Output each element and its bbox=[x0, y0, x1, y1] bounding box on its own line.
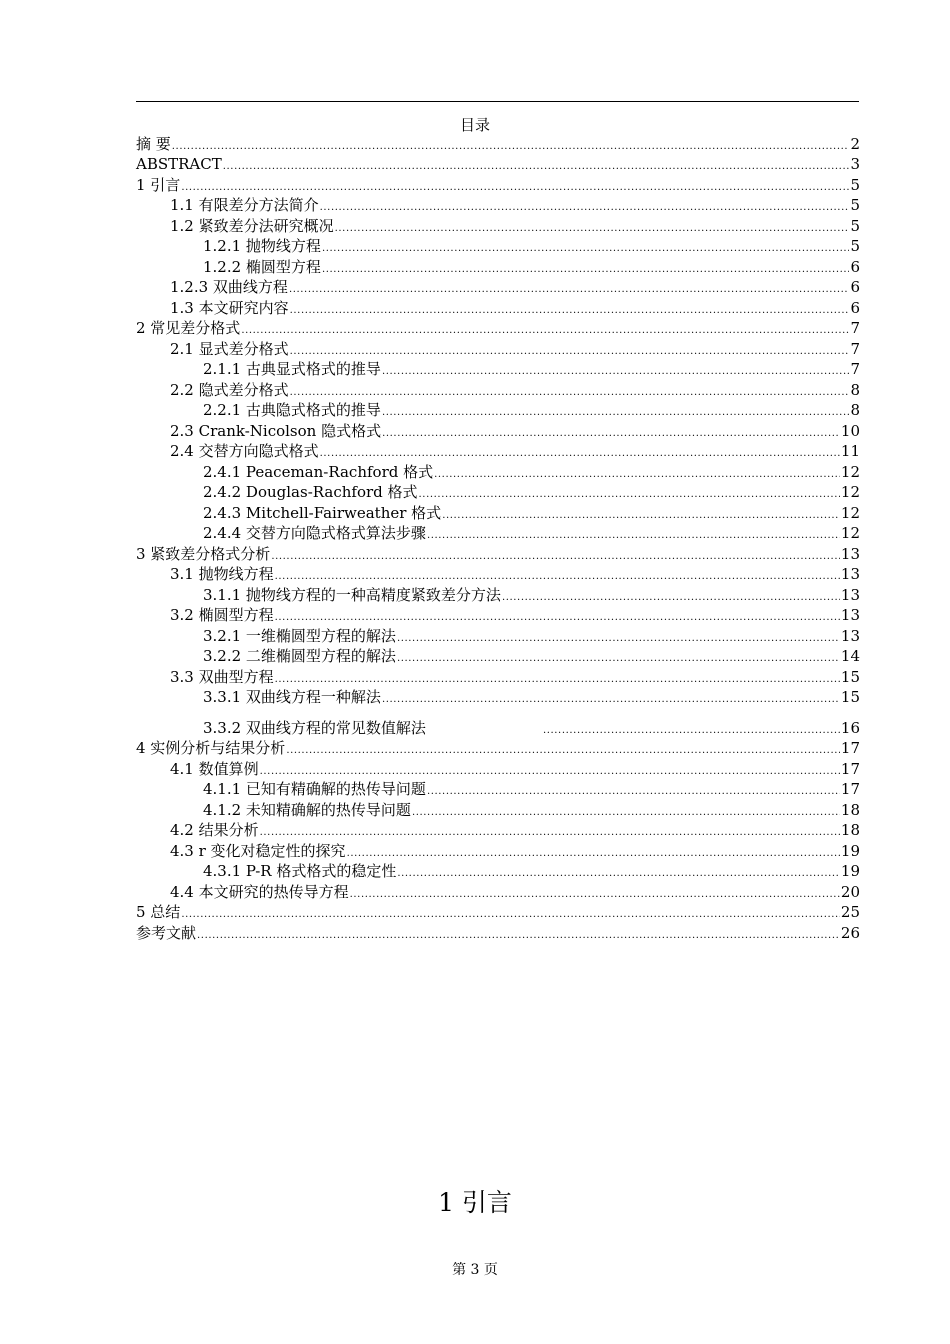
toc-entry[interactable] bbox=[136, 625, 860, 646]
toc-dot-leader bbox=[442, 503, 840, 523]
toc-dot-leader bbox=[382, 687, 840, 707]
toc-entry[interactable] bbox=[136, 359, 860, 380]
toc-entry[interactable] bbox=[136, 318, 860, 339]
toc-dot-leader bbox=[412, 800, 840, 820]
toc-entry[interactable] bbox=[136, 861, 860, 882]
toc-entry[interactable] bbox=[136, 174, 860, 195]
toc-entry-page: 18 bbox=[840, 800, 860, 819]
toc-dot-leader bbox=[322, 236, 850, 256]
toc-entry-page: 10 bbox=[840, 421, 860, 440]
toc-entry-page: 5 bbox=[850, 196, 860, 214]
toc-entry-page: 18 bbox=[840, 821, 860, 839]
toc-entry-label: 3.2.1 一维椭圆型方程的解法 bbox=[203, 626, 396, 645]
toc-entry[interactable] bbox=[136, 922, 860, 943]
toc-dot-leader bbox=[397, 626, 840, 646]
toc-dot-leader bbox=[275, 564, 840, 584]
toc-entry-label: 5 总结 bbox=[136, 903, 181, 921]
toc-entry[interactable] bbox=[136, 133, 860, 154]
toc-entry-label: 3.1.1 抛物线方程的一种高精度紧致差分方法 bbox=[203, 585, 501, 604]
toc-entry-page: 7 bbox=[850, 339, 860, 358]
toc-entry-page: 17 bbox=[840, 780, 860, 798]
toc-entry-page: 13 bbox=[840, 565, 860, 583]
toc-entry[interactable] bbox=[136, 881, 860, 902]
toc-entry-page: 13 bbox=[840, 626, 860, 645]
toc-entry-page: 13 bbox=[840, 544, 860, 563]
toc-entry-label: 摘 要 bbox=[136, 134, 171, 153]
toc-entry-page: 7 bbox=[850, 319, 860, 337]
toc-entry-label: 4.1.1 已知有精确解的热传导问题 bbox=[203, 780, 426, 798]
toc-entry-label: 3.1 抛物线方程 bbox=[170, 565, 274, 583]
toc-entry[interactable] bbox=[136, 256, 860, 277]
toc-entry[interactable] bbox=[136, 584, 860, 605]
toc-entry[interactable] bbox=[136, 646, 860, 667]
toc-dot-leader bbox=[397, 646, 840, 666]
toc-entry[interactable] bbox=[136, 420, 860, 441]
toc-entry-page: 12 bbox=[840, 462, 860, 481]
toc-entry-label: 2.4.3 Mitchell-Fairweather 格式 bbox=[203, 503, 442, 522]
table-of-contents bbox=[136, 133, 860, 943]
toc-entry-label: 2.2.1 古典隐式格式的推导 bbox=[203, 401, 381, 419]
toc-entry-label: 1.3 本文研究内容 bbox=[170, 298, 289, 317]
toc-entry-label: 1.2 紧致差分法研究概况 bbox=[170, 216, 334, 235]
toc-dot-leader bbox=[172, 134, 850, 154]
toc-entry-page: 2 bbox=[850, 134, 860, 153]
chapter-heading: 1 引言 bbox=[438, 1188, 512, 1217]
toc-entry-label: 2.4.2 Douglas-Rachford 格式 bbox=[203, 483, 418, 501]
toc-entry-page: 8 bbox=[850, 380, 860, 399]
toc-entry-label: ABSTRACT bbox=[136, 155, 222, 173]
toc-entry-page: 5 bbox=[850, 175, 860, 194]
toc-dot-leader bbox=[382, 359, 850, 379]
toc-dot-leader bbox=[290, 298, 850, 318]
toc-entry-label: 2.1 显式差分格式 bbox=[170, 339, 289, 358]
toc-entry-page: 17 bbox=[840, 759, 860, 778]
toc-entry[interactable] bbox=[136, 779, 860, 800]
toc-entry-label: 1.2.3 双曲线方程 bbox=[170, 278, 288, 296]
toc-entry-label: 1.2.2 椭圆型方程 bbox=[203, 257, 321, 276]
toc-entry[interactable] bbox=[136, 687, 860, 708]
toc-entry-page: 5 bbox=[850, 237, 860, 255]
toc-entry-page: 19 bbox=[840, 862, 860, 880]
toc-entry[interactable] bbox=[136, 840, 860, 861]
toc-dot-leader bbox=[427, 779, 840, 799]
toc-entry-page: 11 bbox=[840, 442, 860, 460]
toc-entry[interactable] bbox=[136, 666, 860, 687]
toc-entry-page: 3 bbox=[850, 155, 860, 173]
toc-entry-page: 15 bbox=[840, 688, 860, 706]
toc-entry-page: 17 bbox=[840, 739, 860, 757]
toc-entry[interactable] bbox=[136, 758, 860, 779]
toc-entry-label: 2.3 Crank-Nicolson 隐式格式 bbox=[170, 421, 382, 440]
toc-entry-label: 4 实例分析与结果分析 bbox=[136, 739, 286, 757]
toc-entry[interactable] bbox=[136, 605, 860, 626]
toc-entry[interactable] bbox=[136, 738, 860, 759]
toc-entry[interactable] bbox=[136, 195, 860, 216]
toc-dot-leader bbox=[289, 277, 850, 297]
toc-dot-leader bbox=[502, 585, 840, 605]
toc-entry-page: 20 bbox=[840, 882, 860, 901]
toc-entry-label: 4.3.1 P-R 格式格式的稳定性 bbox=[203, 862, 397, 880]
toc-dot-leader bbox=[543, 718, 840, 738]
toc-dot-leader bbox=[271, 544, 840, 564]
toc-entry-page: 13 bbox=[840, 606, 860, 624]
toc-dot-leader bbox=[241, 318, 849, 338]
toc-dot-leader bbox=[382, 421, 840, 441]
toc-dot-leader bbox=[320, 195, 850, 215]
toc-entry-label: 4.3 r 变化对稳定性的探究 bbox=[170, 841, 346, 860]
toc-entry-page: 6 bbox=[850, 257, 860, 276]
toc-entry-page: 12 bbox=[840, 483, 860, 501]
toc-entry-page: 25 bbox=[840, 903, 860, 921]
toc-entry-page: 7 bbox=[850, 360, 860, 378]
toc-entry[interactable] bbox=[136, 236, 860, 257]
toc-entry-label: 4.1 数值算例 bbox=[170, 759, 259, 778]
toc-entry[interactable] bbox=[136, 441, 860, 462]
toc-entry-label: 2.2 隐式差分格式 bbox=[170, 380, 289, 399]
toc-entry[interactable] bbox=[136, 820, 860, 841]
toc-entry-label: 2.4.4 交替方向隐式格式算法步骤 bbox=[203, 524, 426, 542]
toc-dot-leader bbox=[347, 841, 840, 861]
toc-dot-leader bbox=[290, 339, 850, 359]
toc-entry-label: 3.3 双曲型方程 bbox=[170, 667, 274, 686]
toc-dot-leader bbox=[320, 441, 840, 461]
toc-entry-page: 16 bbox=[840, 718, 860, 737]
toc-dot-leader bbox=[181, 902, 840, 922]
toc-entry[interactable] bbox=[136, 277, 860, 298]
toc-entry-label: 2.4.1 Peaceman-Rachford 格式 bbox=[203, 462, 434, 481]
toc-entry-label: 3.2 椭圆型方程 bbox=[170, 606, 274, 624]
toc-entry[interactable] bbox=[136, 902, 860, 923]
toc-dot-leader bbox=[397, 861, 840, 881]
toc-entry-page: 12 bbox=[840, 503, 860, 522]
toc-dot-leader bbox=[286, 738, 840, 758]
toc-entry-label: 1.1 有限差分方法简介 bbox=[170, 196, 319, 214]
toc-entry-label: 1 引言 bbox=[136, 175, 181, 194]
toc-dot-leader bbox=[350, 882, 840, 902]
toc-dot-leader bbox=[260, 820, 840, 840]
toc-dot-leader bbox=[197, 923, 840, 943]
toc-entry-label: 4.4 本文研究的热传导方程 bbox=[170, 882, 349, 901]
toc-dot-leader bbox=[419, 482, 840, 502]
toc-title: 目录 bbox=[459, 116, 490, 134]
toc-entry-page: 6 bbox=[850, 298, 860, 317]
toc-entry-label: 2.1.1 古典显式格式的推导 bbox=[203, 360, 381, 378]
toc-entry-label: 4.1.2 未知精确解的热传导问题 bbox=[203, 800, 411, 819]
toc-entry-page: 13 bbox=[840, 585, 860, 604]
toc-dot-leader bbox=[322, 257, 850, 277]
toc-entry[interactable] bbox=[136, 799, 860, 820]
toc-entry-label: 1.2.1 抛物线方程 bbox=[203, 237, 321, 255]
toc-entry-page: 12 bbox=[840, 524, 860, 542]
toc-entry-label: 3 紧致差分格式分析 bbox=[136, 544, 271, 563]
toc-entry[interactable] bbox=[136, 154, 860, 175]
toc-entry-label: 3.2.2 二维椭圆型方程的解法 bbox=[203, 647, 396, 665]
toc-entry-label: 2.4 交替方向隐式格式 bbox=[170, 442, 319, 460]
toc-entry-page: 14 bbox=[840, 647, 860, 665]
toc-entry-label: 参考文献 bbox=[136, 923, 197, 942]
toc-entry-label: 3.3.2 双曲线方程的常见数值解法 bbox=[203, 718, 426, 737]
toc-entry[interactable] bbox=[136, 523, 860, 544]
toc-dot-leader bbox=[223, 154, 850, 174]
toc-dot-leader bbox=[260, 759, 840, 779]
toc-entry-page: 19 bbox=[840, 841, 860, 860]
toc-dot-leader bbox=[427, 523, 840, 543]
toc-entry[interactable] bbox=[136, 543, 860, 564]
toc-entry-page: 5 bbox=[850, 216, 860, 235]
header-rule bbox=[136, 101, 859, 102]
toc-dot-leader bbox=[434, 462, 840, 482]
toc-dot-leader bbox=[275, 605, 840, 625]
toc-entry[interactable] bbox=[136, 461, 860, 482]
toc-entry[interactable] bbox=[136, 717, 860, 738]
toc-dot-leader bbox=[275, 667, 840, 687]
toc-entry-label: 3.3.1 双曲线方程一种解法 bbox=[203, 688, 381, 706]
toc-entry-page: 6 bbox=[850, 278, 860, 296]
toc-dot-leader bbox=[335, 216, 850, 236]
toc-entry[interactable] bbox=[136, 400, 860, 421]
toc-dot-leader bbox=[290, 380, 850, 400]
toc-entry[interactable] bbox=[136, 482, 860, 503]
toc-entry[interactable] bbox=[136, 379, 860, 400]
toc-entry[interactable] bbox=[136, 215, 860, 236]
toc-dot-leader bbox=[181, 175, 849, 195]
toc-entry[interactable] bbox=[136, 338, 860, 359]
toc-entry[interactable] bbox=[136, 564, 860, 585]
toc-entry-label: 4.2 结果分析 bbox=[170, 821, 259, 839]
toc-entry-page: 15 bbox=[840, 667, 860, 686]
toc-entry-page: 8 bbox=[850, 401, 860, 419]
toc-entry[interactable] bbox=[136, 297, 860, 318]
toc-entry[interactable] bbox=[136, 502, 860, 523]
toc-dot-leader bbox=[382, 400, 850, 420]
toc-entry-page: 26 bbox=[840, 923, 860, 942]
toc-entry-label: 2 常见差分格式 bbox=[136, 319, 241, 337]
page-footer: 第 3 页 bbox=[452, 1262, 498, 1278]
